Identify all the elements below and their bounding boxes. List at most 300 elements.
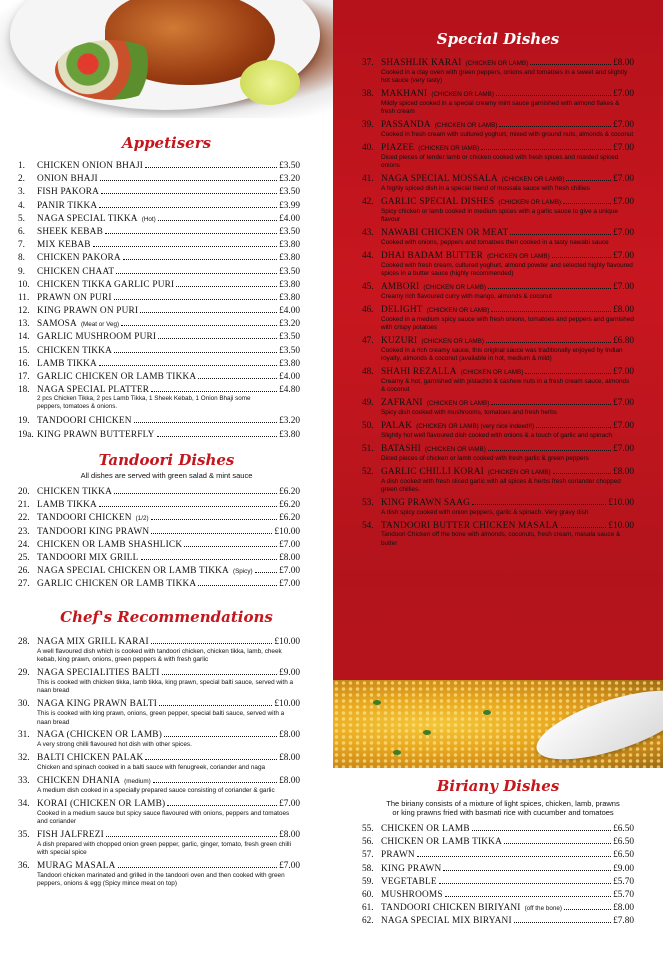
dot-leader — [536, 422, 611, 428]
menu-item — [18, 266, 300, 279]
item-name: PASSANDA — [381, 120, 431, 131]
item-price: £10.00 — [274, 637, 300, 647]
dot-leader — [255, 567, 278, 573]
item-name: NAGA SPECIAL MOSSALA — [381, 174, 498, 185]
item-name: GARLIC CHILLI KORAI — [381, 466, 484, 477]
item-tag: (CHICKEN OR LAMB) (very nice indeed!!) — [416, 422, 535, 430]
item-description: A dish cooked with fresh sliced garlic with all spices & herbs fresh coriander chopped green chillies. — [381, 477, 621, 493]
dot-leader — [151, 514, 277, 520]
item-price: £6.80 — [613, 335, 634, 346]
menu-item — [362, 58, 634, 86]
item-price: £8.00 — [279, 829, 300, 840]
item-price: £9.00 — [279, 668, 300, 679]
menu-item-row — [18, 552, 300, 565]
menu-item-row — [18, 699, 300, 710]
rice-photo — [333, 680, 663, 768]
menu-item — [362, 836, 634, 849]
item-name: NAGA SPECIAL MIX BIRYANI — [381, 916, 512, 927]
menu-item — [18, 429, 300, 442]
item-name: CHICKEN TIKKA — [37, 345, 112, 356]
item-price: £6.50 — [613, 850, 634, 861]
item-price: £4.00 — [279, 306, 300, 317]
item-name: NAGA SPECIAL TIKKA — [37, 213, 138, 224]
item-price: £5.70 — [613, 876, 634, 887]
item-number: 53. — [362, 497, 374, 508]
item-name: MAKHANI — [381, 89, 428, 100]
menu-item — [362, 915, 634, 928]
dot-leader — [106, 831, 277, 837]
item-price: £3.50 — [279, 332, 300, 343]
menu-item — [362, 849, 634, 862]
menu-item-row — [18, 415, 300, 428]
menu-item — [18, 200, 300, 213]
item-name: PRAWN — [381, 850, 415, 861]
item-price: £6.20 — [279, 500, 300, 511]
menu-item — [362, 174, 634, 193]
item-name: MIX KEBAB — [37, 240, 91, 251]
item-name: CHICKEN OR LAMB — [381, 824, 470, 834]
dot-leader — [99, 202, 277, 208]
item-name: FISH PAKORA — [37, 187, 100, 198]
menu-item — [18, 239, 300, 252]
dot-leader — [101, 188, 277, 194]
menu-item — [18, 565, 300, 578]
item-name: CHICKEN CHAAT — [37, 266, 115, 277]
dot-leader — [530, 59, 611, 65]
item-description: This is cooked with king prawn, onions, green pepper, special balti sauce, served with a naan bread — [37, 710, 285, 726]
menu-item-row — [362, 367, 634, 378]
menu-item — [18, 753, 300, 772]
item-name: FISH JALFREZI — [37, 829, 104, 840]
menu-item-row — [18, 266, 300, 279]
item-number: 51. — [362, 443, 374, 454]
menu-item-row — [362, 251, 634, 262]
item-name: NAGA SPECIAL PLATTER — [37, 385, 150, 396]
dot-leader — [439, 878, 611, 884]
item-tag: (CHICKEN OR IAMB) — [418, 145, 480, 153]
menu-item — [362, 444, 634, 463]
item-price: £9.00 — [613, 863, 634, 874]
item-name: DELIGHT — [381, 304, 423, 315]
menu-item-row — [18, 279, 300, 292]
menu-item — [18, 776, 300, 795]
item-description: Slightly hot well flavoured dish cooked with onions & a touch of garlic and spinach — [381, 431, 612, 439]
menu-item-row — [362, 889, 634, 902]
item-name: NAGA (CHICKEN OR LAMB) — [37, 730, 163, 741]
menu-item — [362, 305, 634, 333]
menu-item-row — [18, 776, 300, 787]
menu-item — [18, 699, 300, 727]
item-name: TANDOORI CHICKEN — [37, 416, 132, 427]
item-description: Cooked in a medium sauce but spicy sauce flavoured with onions, peppers and tomatoes and coriander — [37, 809, 290, 826]
item-price: £8.00 — [279, 753, 300, 764]
menu-item — [362, 367, 634, 395]
dot-leader — [443, 865, 611, 871]
item-number: 44. — [362, 250, 374, 261]
dot-leader — [164, 731, 277, 737]
biriany-list — [362, 823, 634, 929]
dot-leader — [525, 368, 611, 374]
special-dishes-title: Special Dishes — [436, 30, 560, 48]
item-price: £7.00 — [613, 443, 634, 454]
menu-item-row — [362, 120, 634, 131]
item-price: £3.20 — [279, 416, 300, 427]
item-description: A very strong chilli flavoured hot dish with other spices. — [37, 741, 192, 749]
item-name: MUSHROOMS — [381, 889, 443, 900]
item-price: £7.00 — [613, 143, 634, 154]
item-number: 17. — [18, 372, 30, 382]
menu-item-row — [18, 637, 300, 648]
item-price: £8.00 — [279, 775, 300, 786]
item-price: £3.80 — [279, 279, 300, 290]
item-number: 35. — [18, 829, 30, 840]
item-price: £3.80 — [279, 240, 300, 251]
dot-leader — [99, 360, 277, 366]
item-tag: (CHICKEN OR LAMB) — [465, 60, 529, 67]
item-number: 8. — [18, 253, 25, 264]
item-number: 47. — [362, 335, 374, 346]
dot-leader — [145, 754, 277, 760]
menu-item — [18, 292, 300, 305]
dot-leader — [488, 445, 611, 451]
dot-leader — [491, 399, 611, 405]
item-number: 23. — [18, 526, 30, 537]
dot-leader — [141, 554, 278, 560]
item-tag: (CHICKEN OR LAMB) — [501, 176, 565, 184]
menu-item-row — [362, 915, 634, 928]
menu-item — [18, 371, 300, 384]
dot-leader — [167, 800, 277, 806]
item-number: 55. — [362, 824, 374, 834]
item-number: 48. — [362, 367, 374, 378]
dot-leader — [198, 373, 277, 379]
item-name: TANDOORI CHICKEN — [37, 513, 132, 524]
dot-leader — [151, 528, 272, 534]
item-number: 31. — [18, 730, 30, 741]
item-price: £7.00 — [279, 579, 300, 590]
item-name: NAGA SPECIAL CHICKEN OR LAMB TIKKA — [37, 566, 229, 577]
item-number: 25. — [18, 552, 30, 563]
item-number: 24. — [18, 539, 30, 550]
menu-item-row — [18, 512, 300, 525]
dot-leader — [123, 254, 277, 260]
chefs-list — [18, 637, 300, 892]
menu-item-row — [18, 331, 300, 344]
item-price: £4.80 — [279, 385, 300, 396]
item-price: £4.00 — [279, 372, 300, 382]
item-number: 27. — [18, 579, 30, 590]
item-description: Diced pieces of chicken or lamb cooked with fresh garlic & green peppers — [381, 454, 589, 462]
item-price: £7.00 — [613, 174, 634, 185]
menu-item-row — [18, 371, 300, 384]
item-name: GARLIC MUSHROOM PURI — [37, 332, 157, 343]
item-price: £7.00 — [613, 120, 634, 131]
item-number: 28. — [18, 637, 30, 647]
menu-item — [362, 521, 634, 549]
dot-leader — [564, 904, 611, 910]
menu-item-row — [18, 486, 300, 499]
item-tag: (CHICKEN OR LAMB) — [423, 284, 487, 292]
menu-item — [18, 861, 300, 889]
menu-item — [362, 498, 634, 517]
item-tag: (CHICKEN OR LAMB) — [460, 369, 524, 377]
item-name: PIAZEE — [381, 143, 415, 154]
menu-item — [18, 186, 300, 199]
item-price: £7.00 — [613, 398, 634, 409]
item-price: £3.20 — [279, 319, 300, 330]
item-description: Creamy rich flavoured curry with mango, almonds & coconut — [381, 292, 552, 300]
tandoori-note: All dishes are served with green salad & mint sauce — [80, 471, 253, 480]
item-name: LAMB TIKKA — [37, 500, 97, 511]
item-name: SHEEK KEBAB — [37, 226, 103, 237]
dot-leader — [504, 838, 611, 844]
item-tag: (Spicy) — [232, 568, 253, 576]
item-price: £7.00 — [279, 798, 300, 809]
dot-leader — [153, 777, 277, 783]
item-number: 45. — [362, 282, 374, 293]
item-number: 6. — [18, 226, 25, 237]
menu-item-row — [362, 305, 634, 316]
menu-item — [362, 863, 634, 876]
item-number: 16. — [18, 358, 30, 369]
item-price: £3.80 — [279, 429, 300, 440]
item-number: 56. — [362, 837, 374, 848]
item-description: Spicy chicken or lamb cooked in medium spices with a garlic sauce to give a unique flavour — [381, 207, 618, 224]
item-number: 30. — [18, 699, 30, 710]
item-price: £8.00 — [613, 58, 634, 68]
item-number: 32. — [18, 753, 30, 764]
menu-item — [18, 799, 300, 827]
menu-item-row — [18, 799, 300, 810]
menu-item — [362, 421, 634, 440]
menu-item-row — [362, 849, 634, 862]
dot-leader — [158, 333, 277, 339]
item-description: Cooked in a rich creamy sauce, this original sauce was traditionally enjoyed by Indian royalty, almonds & coconut (available in hot, medium & mild) — [381, 346, 623, 363]
menu-item-row — [18, 830, 300, 841]
dot-leader — [510, 229, 611, 235]
menu-item — [18, 539, 300, 552]
dot-leader — [151, 386, 277, 392]
biriany-title: Biriany Dishes — [436, 777, 560, 795]
menu-item — [18, 345, 300, 358]
dot-leader — [481, 144, 611, 150]
item-description: Tandoori Chicken off the bone with almonds, coconuts, fresh cream, masala sauce & butter — [381, 531, 621, 547]
menu-item — [18, 526, 300, 539]
platter-description: 2 pcs Chicken Tikka, 2 pcs Lamb Tikka, 1 Sheek Kebab, 1 Onion Bhaji some peppers, tomatoes & onions. — [37, 395, 251, 410]
item-description: This is cooked with chicken tikka, lamb tikka, king prawn, special balti sauce, served with a naan bread — [37, 679, 294, 695]
menu-item — [362, 120, 634, 139]
grilled-chicken-photo — [0, 0, 333, 118]
dot-leader — [158, 215, 277, 221]
menu-item — [362, 89, 634, 117]
item-number: 29. — [18, 668, 30, 679]
dot-leader — [552, 252, 611, 258]
item-name: CHICKEN OR LAMB SHASHLICK — [37, 539, 183, 550]
item-description: Chicken and spinach cooked in a balti sauce with fenugreek, coriander and naga — [37, 764, 266, 772]
item-number: 38. — [362, 89, 374, 100]
item-number: 59. — [362, 876, 374, 887]
menu-item — [18, 415, 300, 428]
menu-item — [18, 668, 300, 696]
item-tag: (1/2) — [135, 515, 149, 523]
menu-item-row — [362, 228, 634, 239]
item-price: £7.00 — [613, 196, 634, 207]
menu-item — [18, 160, 300, 173]
dot-leader — [159, 700, 272, 706]
dot-leader — [566, 175, 611, 181]
item-price: £8.00 — [613, 304, 634, 315]
item-name: MURAG MASALA — [37, 861, 116, 872]
item-price: £8.00 — [279, 552, 300, 563]
menu-item-row — [362, 174, 634, 185]
menu-item-row — [362, 444, 634, 455]
menu-item — [18, 830, 300, 858]
dot-leader — [118, 862, 277, 868]
menu-item-row — [18, 668, 300, 679]
item-name: PRAWN ON PURI — [37, 292, 112, 303]
menu-item-row — [18, 318, 300, 331]
item-tag: (Hot) — [141, 215, 156, 223]
item-number: 18. — [18, 385, 30, 396]
menu-item-row — [18, 730, 300, 741]
dot-leader — [486, 337, 611, 343]
dot-leader — [176, 281, 277, 287]
menu-item-row — [362, 89, 634, 100]
item-price: £3.50 — [279, 161, 300, 171]
item-name: GARLIC CHICKEN OR LAMB TIKKA — [37, 579, 197, 590]
item-description: A dish prepared with chopped onion green pepper, garlic, ginger, tomato, fresh green chilli with special spice — [37, 840, 292, 857]
item-name: KING PRAWN BUTTERFLY — [37, 429, 155, 440]
dot-leader — [472, 499, 606, 505]
item-number: 60. — [362, 889, 374, 900]
item-tag: (CHICKEN OR LAMB) — [431, 91, 494, 99]
item-description: Cooked with onions, peppers and tomatoes then cooked in a tasty nawabi sauce — [381, 239, 609, 247]
dot-leader — [105, 228, 277, 234]
dot-leader — [157, 431, 278, 437]
menu-item-row — [362, 863, 634, 876]
item-name: LAMB TIKKA — [37, 358, 97, 369]
item-price: £10.00 — [274, 526, 300, 537]
item-name: NAGA KING PRAWN BALTI — [37, 699, 158, 710]
menu-item — [362, 398, 634, 417]
item-name: TANDOORI KING PRAWN — [37, 526, 150, 537]
item-number: 10. — [18, 279, 30, 290]
item-number: 46. — [362, 304, 374, 315]
item-number: 54. — [362, 520, 374, 531]
item-description: Diced pieces of tender lamb or chicken cooked with fresh spices and roasted spiced onions — [381, 154, 619, 170]
tandoori-title: Tandoori Dishes — [98, 451, 235, 469]
item-tag: (CHICKEN OR LAMB) — [498, 198, 561, 206]
dot-leader — [184, 541, 277, 547]
item-price: £3.80 — [279, 292, 300, 303]
chefs-title: Chef's Recommendations — [60, 608, 273, 626]
item-name: TANDOORI MIX GRILL — [37, 552, 139, 563]
item-number: 9. — [18, 266, 25, 277]
item-name: SAMOSA — [37, 319, 77, 330]
menu-item-row — [18, 358, 300, 371]
menu-item — [18, 499, 300, 512]
menu-item-row — [18, 186, 300, 199]
item-price: £6.20 — [279, 487, 300, 497]
dot-leader — [496, 90, 611, 96]
item-description: Cooked in a medium spicy sauce with fresh onions, tomatoes and peppers and garnished with crispy potatoes — [381, 315, 634, 332]
menu-item-row — [362, 902, 634, 915]
item-price: £6.50 — [613, 824, 634, 834]
dot-leader — [417, 851, 611, 857]
menu-item — [362, 251, 634, 279]
dot-leader — [561, 522, 607, 528]
item-name: CHICKEN DHANIA — [37, 775, 121, 786]
menu-item-row — [18, 160, 300, 173]
item-name: KORAI (CHICKEN OR LAMB) — [37, 798, 166, 809]
item-name: DHAI BADAM BUTTER — [381, 250, 484, 261]
item-number: 21. — [18, 500, 30, 511]
dot-leader — [563, 198, 611, 204]
menu-item-row — [18, 345, 300, 358]
item-description: Cooked with fresh cream, cultured yoghurt, almond powder and selected highly flavoured spices in a butter sauce (highly recommended) — [381, 261, 633, 278]
menu-item-row — [362, 876, 634, 889]
dot-leader — [198, 580, 277, 586]
dot-leader — [100, 175, 277, 181]
item-price: £7.80 — [613, 916, 634, 927]
item-name: KING PRAWN ON PURI — [37, 306, 139, 317]
item-number: 49. — [362, 398, 374, 409]
item-name: GARLIC CHICKEN OR LAMB TIKKA — [37, 372, 197, 382]
item-name: KUZURI — [381, 335, 418, 346]
item-tag: (CHICKEN OR LAMB) — [487, 468, 551, 476]
item-name: PANIR TIKKA — [37, 200, 98, 211]
menu-item-row — [18, 578, 300, 591]
menu-item — [18, 305, 300, 318]
item-number: 5. — [18, 213, 25, 224]
biriany-note: The biriany consists of a mixture of light spices, chicken, lamb, prawns or king prawns fried with basmati rice with cucumber and tomatoes — [386, 799, 620, 818]
menu-item-row — [18, 239, 300, 252]
item-number: 62. — [362, 916, 374, 927]
menu-item-row — [362, 823, 634, 836]
menu-item — [18, 173, 300, 186]
dot-leader — [472, 825, 611, 831]
item-description: A dish spicy cooked with onion peppers, garlic & spinach. Very gravy dish — [381, 508, 589, 516]
item-price: £7.00 — [613, 420, 634, 431]
item-number: 34. — [18, 798, 30, 809]
item-tag: (off the bone) — [524, 905, 562, 913]
menu-item-row — [362, 398, 634, 409]
item-name: VEGETABLE — [381, 876, 437, 887]
item-price: £7.00 — [279, 566, 300, 577]
menu-item — [362, 823, 634, 836]
dot-leader — [121, 320, 277, 326]
item-number: 19a. — [18, 429, 34, 440]
item-number: 50. — [362, 420, 374, 431]
item-name: ONION BHAJI — [37, 174, 98, 185]
item-price: £6.20 — [279, 513, 300, 524]
dot-leader — [553, 468, 611, 474]
item-name: CHICKEN PAKORA — [37, 253, 121, 264]
item-price: £7.00 — [279, 539, 300, 550]
dot-leader — [445, 891, 611, 897]
menu-item-row — [362, 421, 634, 432]
menu-item-row — [362, 467, 634, 478]
item-name: NAWABI CHICKEN OR MEAT — [381, 228, 509, 239]
item-price: £10.00 — [608, 497, 634, 508]
item-name: GARLIC SPECIAL DISHES — [381, 196, 495, 207]
menu-item — [362, 228, 634, 247]
item-name: CHICKEN TIKKA — [37, 487, 112, 497]
item-number: 19. — [18, 416, 30, 427]
item-price: £7.00 — [613, 282, 634, 293]
item-description: Cooked in fresh cream with cultured yoghurt, mixed with ground nuts, almonds & coconut — [381, 131, 634, 139]
item-price: £3.80 — [279, 253, 300, 264]
